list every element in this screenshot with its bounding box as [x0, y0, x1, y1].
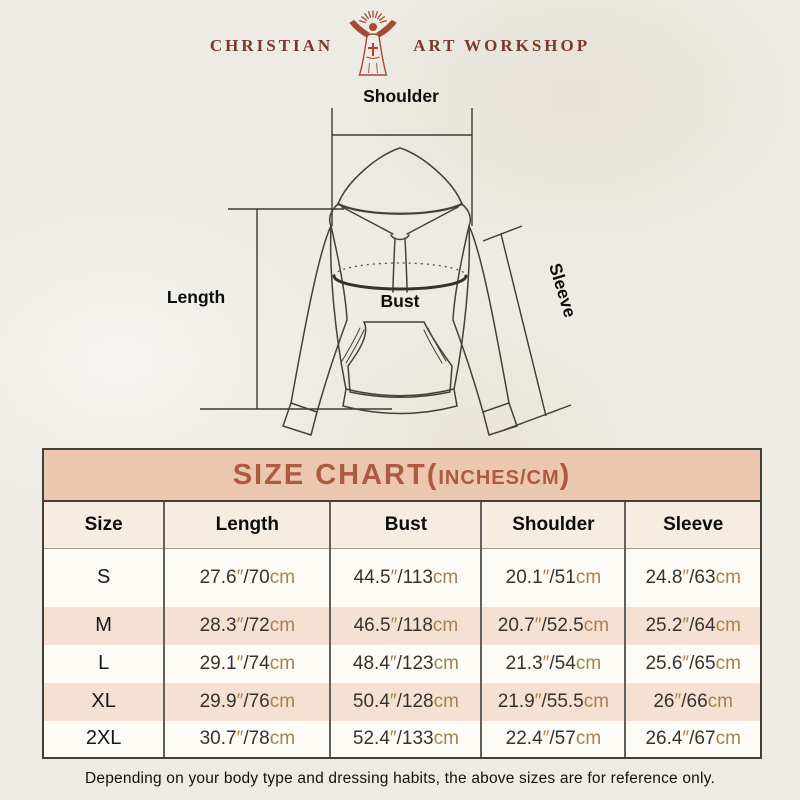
column-header-length: Length [164, 502, 330, 549]
jesus-figure-icon [342, 10, 404, 82]
brand-logo [0, 10, 800, 82]
sleeve-measure-lines [483, 226, 571, 430]
header-row [44, 502, 760, 549]
column-header-sleeve: Sleeve [625, 502, 760, 549]
title-close: ) [559, 458, 572, 491]
bust-value: 44.5″/113cm [330, 549, 481, 607]
bust-value: 46.5″/118cm [330, 607, 481, 645]
size-row-M [44, 607, 760, 645]
size-row-L [44, 645, 760, 683]
sleeve-value: 25.6″/65cm [625, 645, 760, 683]
measurements-table [44, 502, 760, 757]
length-value: 29.1″/74cm [164, 645, 330, 683]
column-header-shoulder: Shoulder [481, 502, 625, 549]
size-chart-table [42, 448, 762, 759]
length-value: 30.7″/78cm [164, 721, 330, 757]
sleeve-value: 24.8″/63cm [625, 549, 760, 607]
bust-label: Bust [380, 291, 420, 311]
shoulder-value: 20.1″/51cm [481, 549, 625, 607]
size-chart-title [44, 450, 760, 502]
size-label: XL [91, 690, 116, 712]
shoulder-value: 21.3″/54cm [481, 645, 625, 683]
size-row-XL [44, 683, 760, 721]
bust-value: 50.4″/128cm [330, 683, 481, 721]
shoulder-value: 21.9″/55.5cm [481, 683, 625, 721]
size-label: M [95, 614, 112, 636]
length-value: 28.3″/72cm [164, 607, 330, 645]
size-row-S [44, 549, 760, 607]
bust-value: 52.4″/133cm [330, 721, 481, 757]
brand-name-left: CHRISTIAN [209, 36, 334, 55]
sleeve-value: 26.4″/67cm [625, 721, 760, 757]
sleeve-label: Sleeve [545, 260, 581, 320]
title-main: SIZE CHART( [232, 458, 439, 491]
title-sub: INCHES/CM [438, 466, 560, 489]
column-header-bust: Bust [330, 502, 481, 549]
column-header-size: Size [44, 502, 164, 549]
sleeve-value: 25.2″/64cm [625, 607, 760, 645]
bust-measure-dotted [334, 263, 466, 276]
shoulder-label: Shoulder [363, 86, 439, 106]
shoulder-value: 20.7″/52.5cm [481, 607, 625, 645]
length-value: 27.6″/70cm [164, 549, 330, 607]
disclaimer-text: Depending on your body type and dressing habits, the above sizes are for reference only. [85, 770, 715, 787]
length-label: Length [166, 287, 226, 307]
brand-name-right: ART WORKSHOP [413, 36, 591, 55]
shoulder-value: 22.4″/57cm [481, 721, 625, 757]
bust-measure-solid [334, 276, 466, 289]
size-label: S [96, 566, 111, 589]
size-row-2XL [44, 721, 760, 757]
length-value: 29.9″/76cm [164, 683, 330, 721]
sleeve-value: 26″/66cm [625, 683, 760, 721]
bust-value: 48.4″/123cm [330, 645, 481, 683]
size-label: L [98, 652, 110, 674]
size-label: 2XL [85, 727, 122, 749]
hoodie-measurement-diagram [0, 85, 800, 447]
